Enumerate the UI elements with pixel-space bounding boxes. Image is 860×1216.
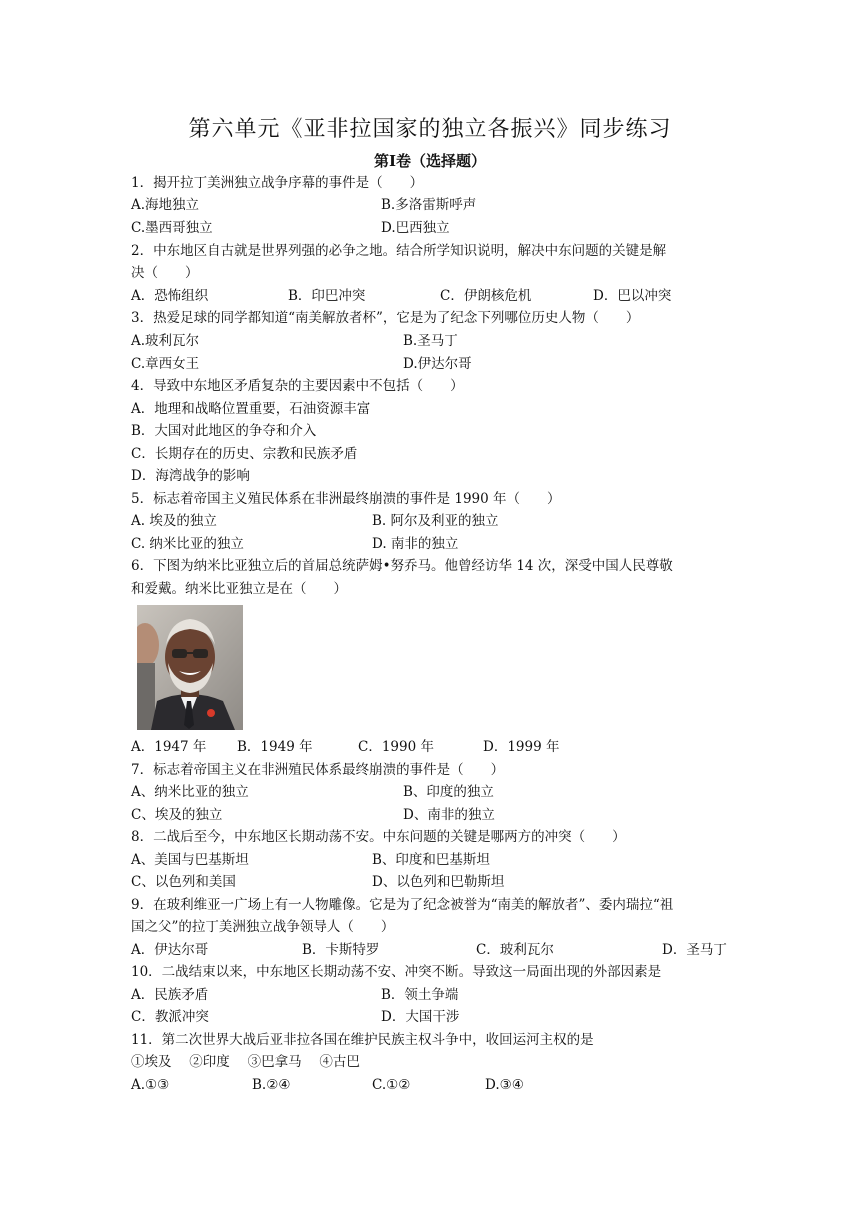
- question-11-option-b: B.②④: [252, 1077, 291, 1093]
- question-3-option-c: C.章西女王: [131, 356, 200, 372]
- question-1-option-d: D.巴西独立: [381, 220, 450, 236]
- question-10-option-b: B．领土争端: [381, 987, 459, 1003]
- question-3-option-b: B.圣马丁: [403, 333, 458, 349]
- question-9-option-d: D．圣马丁: [662, 942, 727, 958]
- question-8-stem: 8．二战后至今，中东地区长期动荡不安。中东问题的关键是哪两方的冲突（ ）: [131, 829, 626, 845]
- question-4-option-b: B．大国对此地区的争夺和介入: [131, 423, 317, 439]
- question-6-option-d: D．1999 年: [483, 739, 560, 755]
- question-8-option-c: C、以色列和美国: [131, 874, 236, 890]
- page-title: 第六单元《亚非拉国家的独立各振兴》同步练习: [188, 117, 672, 142]
- question-2-option-a: A．恐怖组织: [131, 288, 209, 304]
- portrait-illustration: [137, 605, 243, 730]
- question-3-option-d: D.伊达尔哥: [403, 356, 472, 372]
- question-3-option-a: A.玻利瓦尔: [131, 333, 200, 349]
- question-9-option-a: A．伊达尔哥: [131, 942, 209, 958]
- question-7-stem: 7．标志着帝国主义在非洲殖民体系最终崩溃的事件是（ ）: [131, 762, 505, 778]
- question-10-option-d: D．大国干涉: [381, 1009, 460, 1025]
- question-6-option-c: C．1990 年: [358, 739, 434, 755]
- question-11-option-c: C.①②: [372, 1077, 411, 1093]
- question-7-option-c: C、埃及的独立: [131, 807, 223, 823]
- section-heading: 第Ⅰ卷（选择题）: [373, 152, 487, 170]
- question-2-stem-line1: 2．中东地区自古就是世界列强的必争之地。结合所学知识说明，解决中东问题的关键是解: [131, 243, 667, 259]
- question-6-option-b: B．1949 年: [237, 739, 313, 755]
- question-9-stem-line2: 国之父”的拉丁美洲独立战争领导人（ ）: [131, 919, 395, 935]
- question-5-stem: 5．标志着帝国主义殖民体系在非洲最终崩溃的事件是 1990 年（ ）: [131, 491, 561, 507]
- question-4-stem: 4．导致中东地区矛盾复杂的主要因素中不包括（ ）: [131, 378, 464, 394]
- question-11-items: ①埃及 ②印度 ③巴拿马 ④古巴: [131, 1054, 360, 1070]
- question-4-option-a: A．地理和战略位置重要，石油资源丰富: [131, 401, 371, 417]
- question-1-stem: 1．揭开拉丁美洲独立战争序幕的事件是（ ）: [131, 175, 424, 191]
- question-9-stem-line1: 9．在玻利维亚一广场上有一人物雕像。它是为了纪念被誉为“南美的解放者”、委内瑞拉“祖: [131, 897, 674, 913]
- question-1-option-b: B.多洛雷斯呼声: [381, 197, 477, 213]
- question-11-stem: 11．第二次世界大战后亚非拉各国在维护民族主权斗争中，收回运河主权的是: [131, 1032, 594, 1048]
- question-5-option-d: D. 南非的独立: [372, 536, 459, 552]
- question-10-option-c: C．教派冲突: [131, 1009, 209, 1025]
- question-11-option-d: D.③④: [485, 1077, 524, 1093]
- question-4-option-c: C．长期存在的历史、宗教和民族矛盾: [131, 446, 358, 462]
- question-2-stem-line2: 决（ ）: [131, 265, 199, 281]
- question-10-option-a: A．民族矛盾: [131, 987, 209, 1003]
- question-8-option-d: D、以色列和巴勒斯坦: [372, 874, 505, 890]
- question-9-option-c: C．玻利瓦尔: [476, 942, 554, 958]
- question-6-option-a: A．1947 年: [131, 739, 207, 755]
- question-5-option-c: C. 纳米比亚的独立: [131, 536, 244, 552]
- question-6-stem-line1: 6．下图为纳米比亚独立后的首届总统萨姆•努乔马。他曾经访华 14 次，深受中国人民尊敬: [131, 558, 673, 574]
- question-6-stem-line2: 和爱戴。纳米比亚独立是在（ ）: [131, 581, 347, 597]
- question-10-stem: 10．二战结束以来，中东地区长期动荡不安、冲突不断。导致这一局面出现的外部因素是: [131, 964, 662, 980]
- question-5-option-a: A. 埃及的独立: [131, 513, 217, 529]
- president-portrait-photo: [137, 605, 243, 730]
- question-7-option-d: D、南非的独立: [403, 807, 495, 823]
- question-2-option-c: C．伊朗核危机: [440, 288, 532, 304]
- question-2-option-d: D．巴以冲突: [593, 288, 672, 304]
- question-2-option-b: B．印巴冲突: [288, 288, 366, 304]
- question-4-option-d: D．海湾战争的影响: [131, 468, 250, 484]
- question-11-option-a: A.①③: [131, 1077, 170, 1093]
- question-9-option-b: B．卡斯特罗: [302, 942, 380, 958]
- question-5-option-b: B. 阿尔及利亚的独立: [372, 513, 499, 529]
- question-7-option-b: B、印度的独立: [403, 784, 494, 800]
- question-1-option-c: C.墨西哥独立: [131, 220, 213, 236]
- question-8-option-b: B、印度和巴基斯坦: [372, 852, 490, 868]
- question-1-option-a: A.海地独立: [131, 197, 200, 213]
- question-7-option-a: A、纳米比亚的独立: [131, 784, 249, 800]
- question-8-option-a: A、美国与巴基斯坦: [131, 852, 249, 868]
- question-3-stem: 3．热爱足球的同学都知道“南美解放者杯”，它是为了纪念下列哪位历史人物（ ）: [131, 310, 640, 326]
